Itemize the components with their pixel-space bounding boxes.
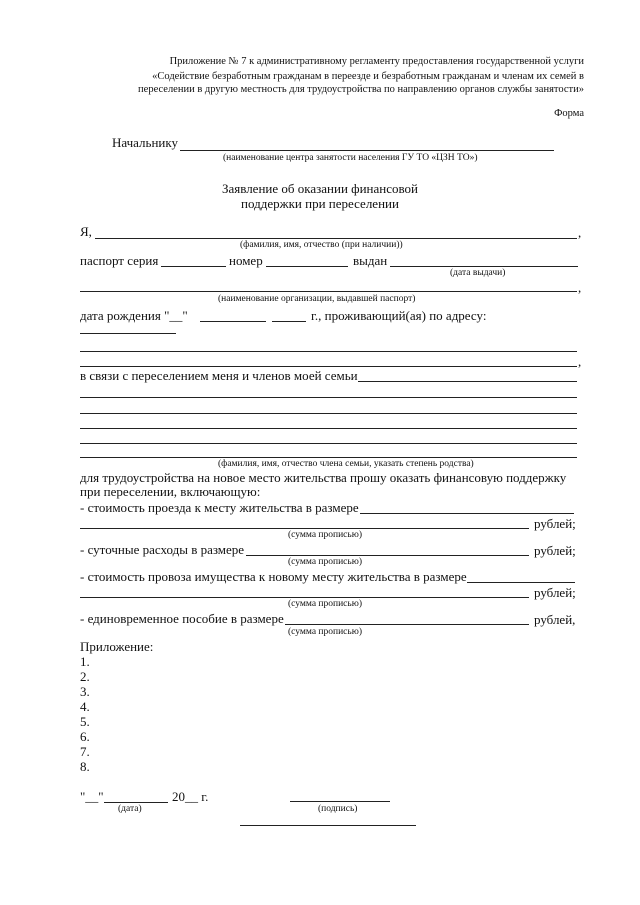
attachment-item: 8. <box>80 759 90 774</box>
daily-sum-caption: (сумма прописью) <box>288 557 362 567</box>
lump-sum-caption: (сумма прописью) <box>288 627 362 637</box>
attachment-item: 2. <box>80 669 90 684</box>
family-field-3[interactable] <box>80 428 577 429</box>
passport-series-label: паспорт серия <box>80 253 159 268</box>
addressee-field[interactable] <box>180 150 554 151</box>
family-field-4[interactable] <box>80 443 577 444</box>
property-sum-caption: (сумма прописью) <box>288 599 362 609</box>
name-decryption-field[interactable] <box>240 825 416 826</box>
attachment-item: 5. <box>80 714 90 729</box>
title-line-2: поддержки при переселении <box>241 196 399 211</box>
travel-field-b[interactable] <box>80 528 529 529</box>
attachment-item: 6. <box>80 729 90 744</box>
daily-currency: рублей; <box>534 543 576 558</box>
issuer-field[interactable] <box>80 291 577 292</box>
property-field-a[interactable] <box>467 582 575 583</box>
date-month-field[interactable] <box>104 802 168 803</box>
comma-3: , <box>578 354 582 369</box>
request-line-1: для трудоустройства на новое место жительства прошу оказать финансовую поддержку <box>80 470 567 485</box>
lump-sum-label: - единовременное пособие в размере <box>80 611 284 626</box>
title-line-1: Заявление об оказании финансовой <box>221 181 419 196</box>
date-year: 20__ г. <box>172 789 209 804</box>
attachment-item: 4. <box>80 699 90 714</box>
date-caption: (дата) <box>118 804 142 814</box>
family-label: в связи с переселением меня и членов моей семьи <box>80 368 358 383</box>
family-field-0[interactable] <box>358 381 577 382</box>
header-line-1: Приложение № 7 к административному регламенту предоставления государственной услуги <box>169 56 584 67</box>
daily-label: - суточные расходы в размере <box>80 542 245 557</box>
date-quote: "__" <box>80 789 104 804</box>
attachment-item: 3. <box>80 684 90 699</box>
birth-year-field[interactable] <box>272 321 306 322</box>
lump-sum-field[interactable] <box>285 624 529 625</box>
property-currency: рублей; <box>534 585 576 600</box>
family-field-2[interactable] <box>80 413 577 414</box>
header-line-3: переселении в другую местность для трудоустройства по направлению органов службы занятости» <box>138 84 584 95</box>
property-label: - стоимость провоза имущества к новому месту жительства в размере <box>80 569 467 584</box>
family-field-1[interactable] <box>80 397 577 398</box>
issuer-caption: (наименование организации, выдавшей паспорт) <box>218 294 416 304</box>
fio-field[interactable] <box>95 238 577 239</box>
attachment-item: 1. <box>80 654 90 669</box>
passport-number-label: номер <box>229 253 263 268</box>
attachments-label: Приложение: <box>80 639 154 654</box>
issue-date-caption: (дата выдачи) <box>450 268 506 278</box>
travel-field-a[interactable] <box>360 513 574 514</box>
property-field-b[interactable] <box>80 597 529 598</box>
passport-number-field[interactable] <box>266 266 348 267</box>
family-field-5[interactable] <box>80 457 577 458</box>
family-caption: (фамилия, имя, отчество члена семьи, указать степень родства) <box>218 459 474 469</box>
birth-month-field[interactable] <box>200 321 266 322</box>
fio-caption: (фамилия, имя, отчество (при наличии)) <box>240 240 403 250</box>
lump-sum-currency: рублей, <box>534 612 576 627</box>
residing-label: г., проживающий(ая) по адресу: <box>311 308 487 323</box>
travel-label: - стоимость проезда к месту жительства в размере <box>80 500 359 515</box>
issued-label: выдан <box>353 253 388 268</box>
addressee-label: Начальнику <box>112 135 179 150</box>
birth-date-label: дата рождения "__" <box>80 308 188 323</box>
form-label: Форма <box>554 108 584 119</box>
comma-1: , <box>578 225 582 240</box>
attachment-item: 7. <box>80 744 90 759</box>
issue-date-field[interactable] <box>390 266 578 267</box>
travel-sum-caption: (сумма прописью) <box>288 530 362 540</box>
travel-currency: рублей; <box>534 516 576 531</box>
comma-2: , <box>578 280 582 295</box>
address-field-1[interactable] <box>80 351 577 352</box>
header-line-2: «Содействие безработным гражданам в переезде и безработным гражданам и членам их семей в <box>152 71 584 82</box>
daily-field[interactable] <box>246 555 529 556</box>
request-line-2: при переселении, включающую: <box>80 484 261 499</box>
addressee-caption: (наименование центра занятости населения ГУ ТО «ЦЗН ТО») <box>223 153 478 163</box>
address-field-2[interactable] <box>80 366 577 367</box>
address-field-start[interactable] <box>80 333 176 334</box>
signature-caption: (подпись) <box>318 804 358 814</box>
signature-field[interactable] <box>290 801 390 802</box>
ya-label: Я, <box>80 224 92 239</box>
passport-series-field[interactable] <box>161 266 226 267</box>
